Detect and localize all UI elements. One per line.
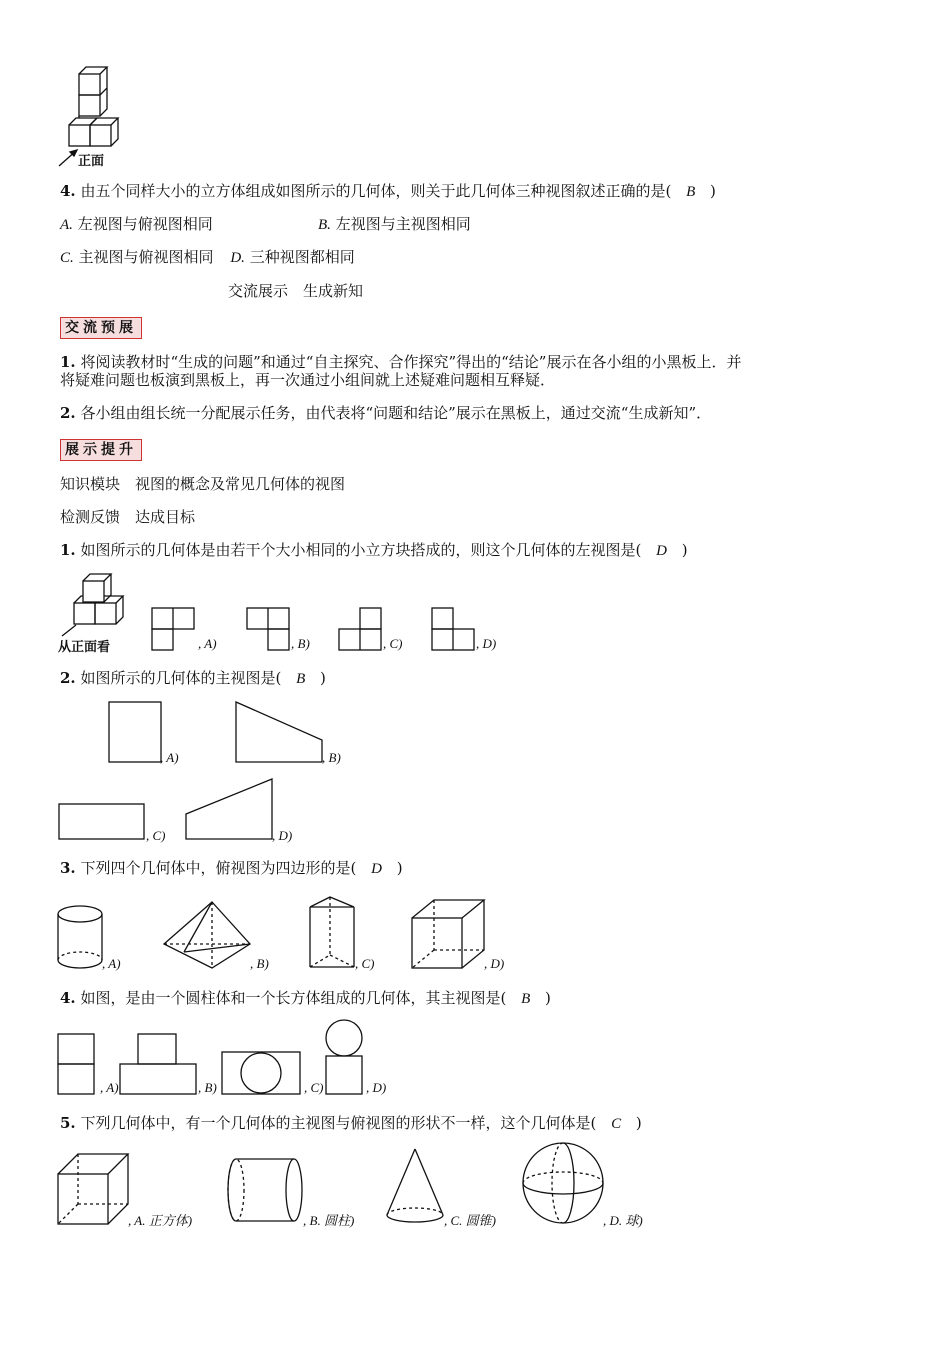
exercise-2: 2. 如图所示的几何体的主视图是( B ) [60, 669, 326, 687]
answer: C [611, 1116, 622, 1132]
answer: B [521, 991, 531, 1007]
e5-cylinder-shape [226, 1157, 311, 1227]
e5-sphere-shape [521, 1142, 611, 1227]
paragraph-1-line2: 将疑难问题也板演到黑板上，再一次通过小组间就上述疑难问题相互释疑． [60, 371, 556, 389]
e4-option-c-shape [220, 1050, 305, 1100]
e2-option-c-shape [57, 802, 152, 842]
exercise-1-solid [60, 572, 140, 642]
badge-exchange-preview: 交流预展 [60, 317, 142, 339]
exercise-1: 1. 如图所示的几何体是由若干个大小相同的小立方块搭成的，则这个几何体的左视图是( D ) [60, 541, 688, 559]
question-number: 4. [60, 182, 76, 200]
option-b: B. 左视图与主视图相同 [318, 215, 471, 233]
e1-option-c-shape [337, 606, 387, 651]
front-label: 正面 [78, 154, 105, 169]
e4-option-d-shape [324, 1018, 369, 1098]
e2-option-a-shape [107, 700, 167, 765]
e2-option-b-shape [234, 700, 329, 765]
feedback-heading: 检测反馈 达成目标 [60, 508, 196, 526]
octahedron-shape [162, 900, 257, 970]
answer: B [686, 184, 696, 200]
exercise-5: 5. 下列几何体中，有一个几何体的主视图与俯视图的形状不一样，这个几何体是( C ) [60, 1114, 642, 1132]
section-heading: 交流展示 生成新知 [228, 282, 364, 300]
option-c: C. 主视图与俯视图相同 D. 三种视图都相同 [60, 248, 355, 266]
answer: D [371, 861, 382, 877]
paragraph-1-line1: 1. 将阅读教材时“生成的问题”和通过“自主探究、合作探究”得出的“结论”展示在各小组的小黑板上．并 [60, 353, 742, 371]
e5-cone-shape [385, 1147, 450, 1227]
exercise-3: 3. 下列四个几何体中，俯视图为四边形的是( D ) [60, 859, 403, 877]
answer: B [296, 671, 306, 687]
answer: D [656, 543, 667, 559]
option-a: A. 左视图与俯视图相同 [60, 215, 213, 233]
e2-option-d-shape [184, 777, 279, 842]
e1-option-a-shape [150, 606, 200, 651]
e1-option-b-shape [245, 606, 295, 651]
paragraph-2: 2. 各小组由组长统一分配展示任务，由代表将“问题和结论”展示在黑板上，通过交流“生成新知”． [60, 404, 712, 422]
e5-cube-shape [56, 1152, 136, 1227]
question-text: 由五个同样大小的立方体组成如图所示的几何体，则关于此几何体三种视图叙述正确的是( [80, 182, 672, 200]
exercise-4: 4. 如图，是由一个圆柱体和一个长方体组成的几何体，其主视图是( B ) [60, 989, 551, 1007]
knowledge-module: 知识模块 视图的概念及常见几何体的视图 [60, 475, 346, 493]
view-from-front-label: 从正面看 [58, 640, 111, 655]
e1-option-d-shape [430, 606, 480, 651]
cube-shape [410, 898, 490, 973]
badge-show-improve: 展示提升 [60, 439, 142, 461]
e4-option-a-shape [56, 1032, 101, 1097]
question-4: 4. 由五个同样大小的立方体组成如图所示的几何体，则关于此几何体三种视图叙述正确的是( B ) [60, 182, 716, 200]
e4-option-b-shape [118, 1032, 208, 1097]
